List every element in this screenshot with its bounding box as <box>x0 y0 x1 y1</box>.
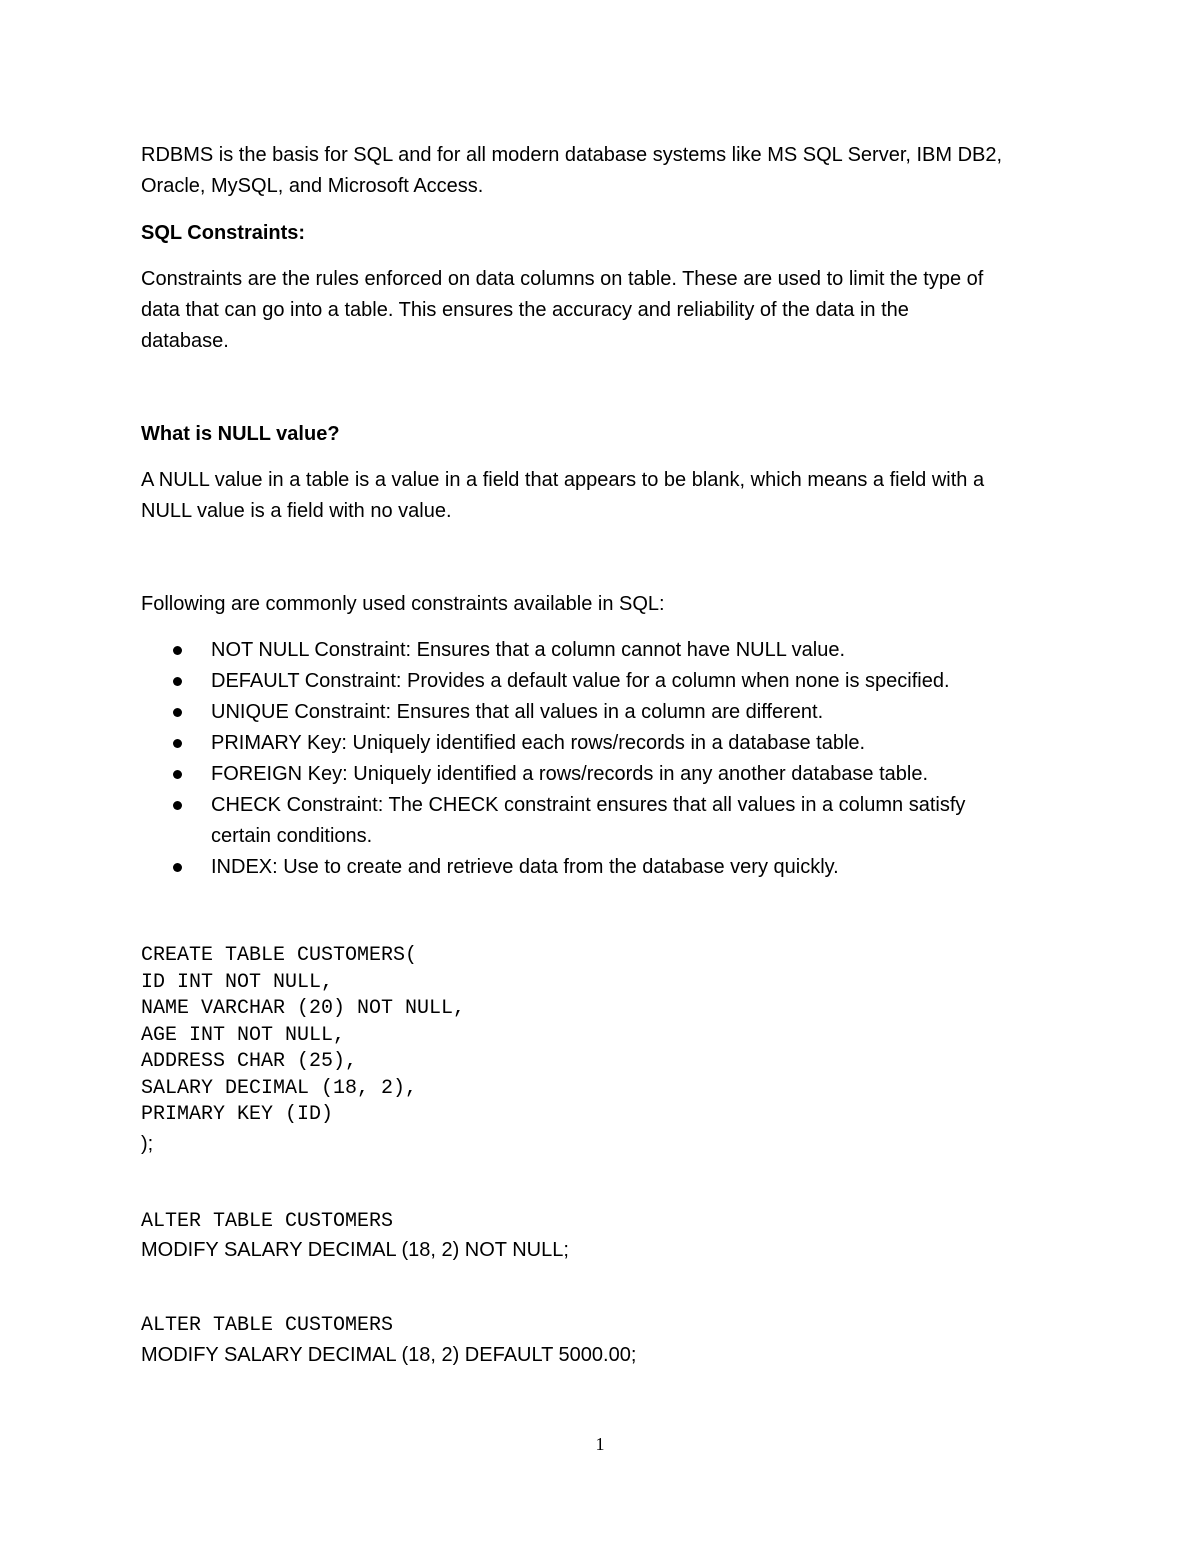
code-line: SALARY DECIMAL (18, 2), <box>141 1076 418 1100</box>
code-closing-line: ); <box>141 1132 154 1155</box>
list-item-continuation <box>141 821 1061 852</box>
code-line: ALTER TABLE CUSTOMERS <box>141 1314 394 1337</box>
bullet-icon <box>173 770 182 779</box>
list-item-text: FOREIGN Key: Uniquely identified a rows/records in any another database table. <box>211 763 929 785</box>
constraints-line-1: Constraints are the rules enforced on data columns on table. These are used to limit the type of <box>141 268 984 290</box>
list-item-text: CHECK Constraint: The CHECK constraint ensures that all values in a column satisfy <box>211 794 966 816</box>
bullet-icon <box>173 708 182 717</box>
list-item <box>141 728 1061 759</box>
page-content <box>141 140 1061 1370</box>
list-item-text: PRIMARY Key: Uniquely identified each rows/records in a database table. <box>211 732 866 754</box>
list-item-text: NOT NULL Constraint: Ensures that a column cannot have NULL value. <box>211 639 846 661</box>
list-item <box>141 759 1061 790</box>
code-line: MODIFY SALARY DECIMAL (18, 2) NOT NULL; <box>141 1239 569 1261</box>
constraints-line-2: data that can go into a table. This ensures the accuracy and reliability of the data in the <box>141 299 909 321</box>
constraints-paragraph <box>141 264 1061 357</box>
constraints-line-3: database. <box>141 330 229 352</box>
intro-paragraph <box>141 140 1061 202</box>
create-table-code-block <box>141 943 1061 1159</box>
list-item <box>141 666 1061 697</box>
spacer <box>141 1265 1061 1313</box>
bullet-icon <box>173 801 182 810</box>
constraints-list <box>141 635 1061 883</box>
code-line: NAME VARCHAR (20) NOT NULL, <box>141 997 466 1020</box>
code-line: CREATE TABLE CUSTOMERS( <box>141 944 418 967</box>
list-item <box>141 790 1061 821</box>
null-heading: What is NULL value? <box>141 423 340 445</box>
code-line: MODIFY SALARY DECIMAL (18, 2) DEFAULT 5000.00; <box>141 1343 637 1366</box>
spacer <box>141 1159 1061 1209</box>
bullet-icon <box>173 646 182 655</box>
list-item-text: UNIQUE Constraint: Ensures that all values in a column are different. <box>211 701 824 723</box>
code-line: ADDRESS CHAR (25), <box>141 1050 358 1073</box>
list-item <box>141 697 1061 728</box>
list-item-text: DEFAULT Constraint: Provides a default value for a column when none is specified. <box>211 670 950 692</box>
intro-line-1: RDBMS is the basis for SQL and for all modern database systems like MS SQL Server, IBM DB2, <box>141 144 1003 166</box>
list-item-text: certain conditions. <box>211 825 373 847</box>
code-line: AGE INT NOT NULL, <box>141 1023 346 1047</box>
code-line: ALTER TABLE CUSTOMERS <box>141 1209 394 1233</box>
bullet-icon <box>173 739 182 748</box>
code-line: ID INT NOT NULL, <box>141 970 334 994</box>
list-item <box>141 852 1061 883</box>
list-item <box>141 635 1061 666</box>
code-line: PRIMARY KEY (ID) <box>141 1103 334 1126</box>
constraints-heading: SQL Constraints: <box>141 222 306 244</box>
null-line-2: NULL value is a field with no value. <box>141 500 452 522</box>
bullet-icon <box>173 863 182 872</box>
null-paragraph <box>141 465 1061 527</box>
alter-table-default-block <box>141 1313 1061 1370</box>
page-number: 1 <box>595 1434 605 1454</box>
null-line-1: A NULL value in a table is a value in a field that appears to be blank, which means a field with a <box>141 469 985 491</box>
alter-table-not-null-block <box>141 1209 1061 1266</box>
constraints-list-lead: Following are commonly used constraints available in SQL: <box>141 593 665 615</box>
intro-line-2: Oracle, MySQL, and Microsoft Access. <box>141 175 484 197</box>
bullet-icon <box>173 677 182 686</box>
list-item-text: INDEX: Use to create and retrieve data from the database very quickly. <box>211 856 839 878</box>
